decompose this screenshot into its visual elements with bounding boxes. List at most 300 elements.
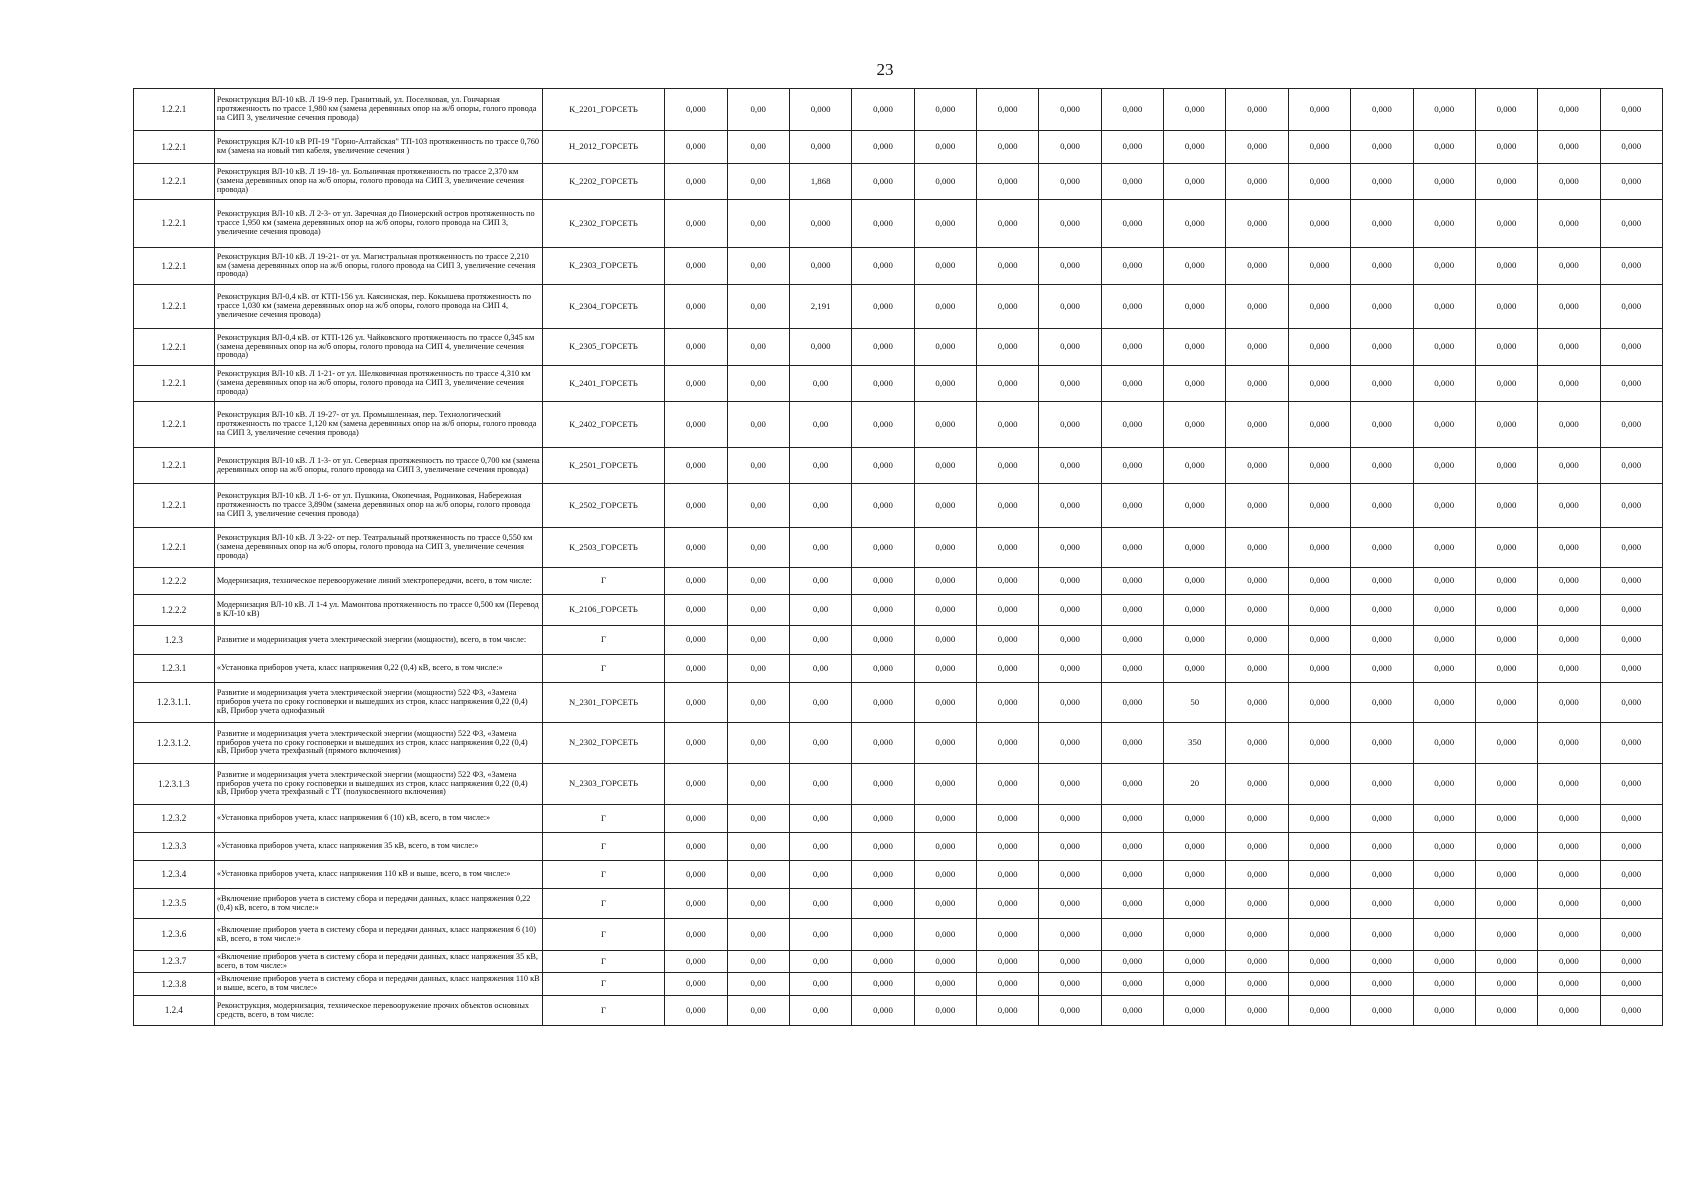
row-value: 0,000 (1039, 248, 1101, 285)
row-code: 1.2.2.1 (134, 248, 215, 285)
row-value: 0,00 (727, 448, 789, 484)
row-value: 0,000 (1101, 595, 1163, 626)
row-value: 0,000 (1288, 200, 1350, 248)
row-project-id: К_2304_ГОРСЕТЬ (542, 285, 664, 329)
row-value: 0,00 (727, 805, 789, 833)
row-value: 0,000 (1226, 805, 1288, 833)
row-project-id: Н_2012_ГОРСЕТЬ (542, 131, 664, 164)
row-value: 0,000 (1413, 366, 1475, 402)
row-value: 0,000 (1288, 919, 1350, 951)
row-value: 0,000 (1039, 131, 1101, 164)
row-value: 0,00 (727, 833, 789, 861)
row-description: Реконструкция ВЛ-10 кВ. Л 19-9 пер. Гранитный, ул. Поселковая, ул. Гончарная протяженность по трассе 1,980 км (замена деревянных опор на ж/б опоры, голого провода на СИП 3, увеличение сечения провода) (214, 89, 542, 131)
row-code: 1.2.3.3 (134, 833, 215, 861)
row-value: 0,000 (1475, 164, 1537, 200)
row-value: 0,000 (914, 164, 976, 200)
row-value: 0,000 (1039, 89, 1101, 131)
row-value: 0,000 (977, 655, 1039, 683)
row-value: 0,000 (914, 402, 976, 448)
row-value: 0,000 (665, 723, 727, 764)
row-value: 0,000 (1288, 683, 1350, 723)
row-value: 0,000 (1226, 833, 1288, 861)
row-value: 0,000 (1101, 626, 1163, 655)
row-value: 0,000 (1039, 595, 1101, 626)
row-value: 0,000 (1351, 568, 1413, 595)
row-value: 0,000 (665, 861, 727, 889)
table-row (134, 89, 1663, 131)
data-table (133, 88, 1663, 1026)
row-value: 0,00 (789, 861, 851, 889)
row-project-id: К_2201_ГОРСЕТЬ (542, 89, 664, 131)
table-row (134, 366, 1663, 402)
row-value: 0,000 (665, 973, 727, 996)
row-value: 0,000 (1351, 919, 1413, 951)
row-value: 0,000 (1538, 568, 1600, 595)
row-value: 0,00 (727, 200, 789, 248)
row-value: 0,000 (914, 951, 976, 973)
row-description: Модернизация, техническое перевооружение линий электропередачи, всего, в том числе: (214, 568, 542, 595)
row-value: 0,000 (977, 285, 1039, 329)
row-description: Развитие и модернизация учета электрической энергии (мощности) 522 ФЗ, «Замена приборов учета по сроку госповерки и вышедших из строя, класс напряжения 0,22 (0,4) кВ, Прибор учета однофазный (214, 683, 542, 723)
row-value: 0,000 (1351, 200, 1413, 248)
row-value: 0,000 (1538, 200, 1600, 248)
row-value: 0,000 (1600, 366, 1662, 402)
row-value: 0,000 (977, 996, 1039, 1026)
row-value: 0,000 (1413, 889, 1475, 919)
row-value: 0,000 (1538, 996, 1600, 1026)
row-value: 0,000 (1413, 200, 1475, 248)
row-value: 0,000 (977, 329, 1039, 366)
row-value: 0,000 (1226, 402, 1288, 448)
row-value: 0,000 (1039, 973, 1101, 996)
row-value: 0,000 (1600, 919, 1662, 951)
row-value: 0,00 (727, 683, 789, 723)
row-value: 0,000 (914, 889, 976, 919)
row-value: 0,00 (789, 805, 851, 833)
table-row (134, 448, 1663, 484)
row-value: 0,000 (789, 131, 851, 164)
row-value: 0,000 (1101, 285, 1163, 329)
row-project-id: Г (542, 655, 664, 683)
row-value: 0,000 (1475, 655, 1537, 683)
row-value: 0,000 (1475, 861, 1537, 889)
table-row (134, 889, 1663, 919)
row-value: 0,000 (1226, 996, 1288, 1026)
row-value: 0,000 (1475, 484, 1537, 528)
table-row (134, 484, 1663, 528)
row-description: Реконструкция ВЛ-0,4 кВ. от КТП-156 ул. Каясинская, пер. Кокышева протяженность по трассе 1,030 км (замена деревянных опор на ж/б опоры, голого провода на СИП 4, увеличение сечения провода) (214, 285, 542, 329)
row-value: 0,000 (1475, 329, 1537, 366)
row-value: 0,000 (914, 833, 976, 861)
row-value: 0,000 (1413, 919, 1475, 951)
row-value: 0,000 (1164, 996, 1226, 1026)
row-value: 0,000 (1538, 528, 1600, 568)
row-value: 0,000 (1288, 131, 1350, 164)
row-value: 0,000 (1101, 833, 1163, 861)
row-value: 0,00 (789, 919, 851, 951)
row-description: Развитие и модернизация учета электрической энергии (мощности) 522 ФЗ, «Замена приборов учета по сроку госповерки и вышедших из строя, класс напряжения 0,22 (0,4) кВ, Прибор учета трехфазный (прямого включения) (214, 723, 542, 764)
row-value: 0,00 (789, 833, 851, 861)
row-value: 0,000 (977, 889, 1039, 919)
row-value: 0,000 (1600, 164, 1662, 200)
row-value: 0,000 (1413, 833, 1475, 861)
row-value: 0,000 (1164, 568, 1226, 595)
row-value: 0,000 (1475, 595, 1537, 626)
row-value: 0,000 (665, 568, 727, 595)
row-value: 0,00 (727, 248, 789, 285)
row-value: 0,000 (1101, 764, 1163, 805)
row-value: 0,000 (1101, 568, 1163, 595)
row-value: 0,000 (977, 131, 1039, 164)
row-value: 0,000 (1538, 164, 1600, 200)
row-value: 0,000 (1039, 764, 1101, 805)
row-value: 0,000 (1039, 683, 1101, 723)
row-value: 0,000 (1413, 805, 1475, 833)
row-value: 0,000 (1538, 951, 1600, 973)
row-value: 0,000 (914, 568, 976, 595)
row-project-id: Г (542, 951, 664, 973)
row-value: 0,000 (789, 248, 851, 285)
row-value: 0,000 (852, 285, 914, 329)
row-code: 1.2.3 (134, 626, 215, 655)
row-value: 0,000 (665, 448, 727, 484)
row-value: 0,000 (914, 626, 976, 655)
row-value: 0,00 (789, 683, 851, 723)
row-value: 0,00 (727, 329, 789, 366)
row-value: 2,191 (789, 285, 851, 329)
row-value: 0,00 (727, 164, 789, 200)
row-description: «Установка приборов учета, класс напряжения 110 кВ и выше, всего, в том числе:» (214, 861, 542, 889)
row-code: 1.2.2.1 (134, 131, 215, 164)
row-value: 0,000 (914, 448, 976, 484)
table-row (134, 528, 1663, 568)
row-value: 0,000 (1039, 861, 1101, 889)
row-value: 0,00 (727, 285, 789, 329)
row-description: Реконструкция ВЛ-10 кВ. Л 1-21- от ул. Шелковичная протяженность по трассе 4,310 км (замена деревянных опор на ж/б опоры, голого провода на СИП 3, увеличение сечения провода) (214, 366, 542, 402)
row-value: 0,000 (1164, 402, 1226, 448)
row-value: 0,000 (977, 448, 1039, 484)
row-value: 0,000 (914, 528, 976, 568)
row-value: 0,000 (1164, 805, 1226, 833)
row-value: 0,000 (1288, 402, 1350, 448)
row-value: 0,000 (1413, 973, 1475, 996)
row-project-id: Г (542, 919, 664, 951)
row-value: 0,000 (1600, 528, 1662, 568)
table-row (134, 861, 1663, 889)
row-value: 0,000 (1538, 683, 1600, 723)
row-value: 20 (1164, 764, 1226, 805)
row-value: 0,000 (1351, 595, 1413, 626)
row-value: 0,000 (852, 528, 914, 568)
row-value: 0,000 (1101, 655, 1163, 683)
row-project-id: Г (542, 889, 664, 919)
row-value: 0,00 (727, 595, 789, 626)
row-value: 0,000 (1039, 833, 1101, 861)
row-value: 0,000 (1413, 131, 1475, 164)
row-project-id: К_2503_ГОРСЕТЬ (542, 528, 664, 568)
row-value: 0,000 (1600, 595, 1662, 626)
row-value: 0,000 (1600, 973, 1662, 996)
row-value: 0,000 (1600, 200, 1662, 248)
row-value: 0,000 (1288, 805, 1350, 833)
row-value: 0,000 (1351, 248, 1413, 285)
row-value: 0,000 (1039, 568, 1101, 595)
row-value: 0,000 (1538, 484, 1600, 528)
row-value: 0,000 (1538, 889, 1600, 919)
row-value: 0,000 (1538, 833, 1600, 861)
row-description: «Включение приборов учета в систему сбора и передачи данных, класс напряжения 0,22 (0,4) кВ, всего, в том числе:» (214, 889, 542, 919)
row-value: 0,000 (1039, 626, 1101, 655)
row-value: 0,000 (1288, 329, 1350, 366)
row-value: 0,000 (1600, 861, 1662, 889)
investment-program-table (133, 88, 1663, 1026)
row-description: Реконструкция ВЛ-10 кВ. Л 19-27- от ул. Промышленная, пер. Технологический протяженность по трассе 1,120 км (замена деревянных опор на ж/б опоры, голого провода на СИП 3, увеличение сечения провода) (214, 402, 542, 448)
row-value: 0,00 (727, 131, 789, 164)
row-value: 0,000 (1413, 655, 1475, 683)
row-value: 0,000 (1413, 683, 1475, 723)
row-value: 0,000 (977, 805, 1039, 833)
row-value: 0,000 (1475, 973, 1537, 996)
row-value: 0,000 (665, 626, 727, 655)
row-value: 0,000 (1351, 131, 1413, 164)
row-project-id: К_2501_ГОРСЕТЬ (542, 448, 664, 484)
row-value: 0,00 (727, 366, 789, 402)
row-value: 0,000 (1600, 626, 1662, 655)
row-value: 0,000 (852, 484, 914, 528)
row-value: 0,000 (1164, 448, 1226, 484)
row-description: Реконструкция ВЛ-10 кВ. Л 2-3- от ул. Заречная до Пионерский остров протяженность по трассе 1,950 км (замена деревянных опор на ж/б опоры, голого провода на СИП 3, увеличение сечения провода) (214, 200, 542, 248)
row-value: 0,000 (1226, 329, 1288, 366)
row-value: 0,000 (977, 626, 1039, 655)
row-value: 0,000 (1101, 200, 1163, 248)
row-code: 1.2.3.1.2. (134, 723, 215, 764)
row-value: 0,000 (665, 164, 727, 200)
row-value: 0,000 (1351, 655, 1413, 683)
row-value: 0,000 (977, 200, 1039, 248)
row-value: 0,00 (727, 528, 789, 568)
row-code: 1.2.3.7 (134, 951, 215, 973)
row-value: 0,000 (1475, 764, 1537, 805)
row-value: 1,868 (789, 164, 851, 200)
row-value: 0,000 (852, 973, 914, 996)
row-project-id: Г (542, 626, 664, 655)
row-code: 1.2.3.1 (134, 655, 215, 683)
row-value: 0,000 (1039, 448, 1101, 484)
row-value: 0,00 (727, 568, 789, 595)
row-value: 0,000 (1600, 402, 1662, 448)
row-description: «Включение приборов учета в систему сбора и передачи данных, класс напряжения 110 кВ и выше, всего, в том числе:» (214, 973, 542, 996)
row-description: «Включение приборов учета в систему сбора и передачи данных, класс напряжения 6 (10) кВ, всего, в том числе:» (214, 919, 542, 951)
row-value: 0,00 (789, 973, 851, 996)
row-code: 1.2.2.1 (134, 285, 215, 329)
table-row (134, 568, 1663, 595)
row-value: 0,00 (727, 484, 789, 528)
row-value: 0,000 (1475, 626, 1537, 655)
row-value: 0,000 (665, 683, 727, 723)
row-value: 0,000 (665, 764, 727, 805)
row-value: 0,00 (789, 764, 851, 805)
row-code: 1.2.3.4 (134, 861, 215, 889)
row-value: 0,000 (665, 329, 727, 366)
row-project-id: N_2303_ГОРСЕТЬ (542, 764, 664, 805)
row-value: 0,000 (1039, 528, 1101, 568)
row-description: Реконструкция, модернизация, техническое перевооружение прочих объектов основных средств, всего, в том числе: (214, 996, 542, 1026)
row-value: 0,000 (1226, 861, 1288, 889)
row-value: 0,000 (1101, 402, 1163, 448)
row-value: 0,000 (665, 996, 727, 1026)
row-value: 0,000 (1475, 951, 1537, 973)
row-value: 0,000 (1600, 951, 1662, 973)
table-row (134, 996, 1663, 1026)
row-value: 0,000 (1600, 448, 1662, 484)
row-value: 0,000 (665, 595, 727, 626)
row-value: 0,000 (977, 951, 1039, 973)
row-value: 0,000 (1164, 329, 1226, 366)
row-code: 1.2.2.1 (134, 89, 215, 131)
row-value: 0,000 (1351, 484, 1413, 528)
row-value: 0,00 (789, 484, 851, 528)
row-value: 0,000 (1538, 329, 1600, 366)
row-description: «Установка приборов учета, класс напряжения 35 кВ, всего, в том числе:» (214, 833, 542, 861)
row-value: 0,00 (789, 951, 851, 973)
row-value: 0,00 (789, 996, 851, 1026)
row-value: 0,000 (1164, 973, 1226, 996)
row-value: 0,000 (1351, 833, 1413, 861)
row-value: 0,000 (977, 568, 1039, 595)
row-value: 0,000 (665, 248, 727, 285)
table-row (134, 285, 1663, 329)
row-code: 1.2.2.1 (134, 484, 215, 528)
row-value: 0,000 (1538, 248, 1600, 285)
row-value: 0,000 (1101, 919, 1163, 951)
row-value: 0,000 (1101, 484, 1163, 528)
table-row (134, 200, 1663, 248)
row-value: 0,000 (1475, 200, 1537, 248)
row-value: 0,000 (1538, 861, 1600, 889)
row-value: 0,000 (1413, 528, 1475, 568)
row-value: 0,000 (1538, 131, 1600, 164)
row-value: 0,000 (1288, 889, 1350, 919)
row-value: 0,000 (665, 200, 727, 248)
row-value: 0,000 (914, 484, 976, 528)
row-value: 0,000 (1538, 448, 1600, 484)
row-value: 0,000 (1413, 951, 1475, 973)
row-value: 0,000 (1039, 723, 1101, 764)
row-value: 0,000 (1101, 861, 1163, 889)
row-value: 0,000 (852, 248, 914, 285)
row-value: 0,000 (1351, 764, 1413, 805)
row-value: 0,000 (1413, 285, 1475, 329)
table-row (134, 951, 1663, 973)
row-value: 0,00 (789, 528, 851, 568)
row-project-id: К_2106_ГОРСЕТЬ (542, 595, 664, 626)
row-value: 0,00 (727, 626, 789, 655)
row-value: 0,000 (1288, 973, 1350, 996)
row-value: 0,000 (1413, 723, 1475, 764)
row-value: 0,000 (1600, 89, 1662, 131)
row-value: 0,000 (1351, 285, 1413, 329)
row-value: 0,000 (852, 366, 914, 402)
row-value: 0,000 (1226, 131, 1288, 164)
row-value: 0,00 (727, 951, 789, 973)
row-value: 0,000 (914, 285, 976, 329)
row-value: 0,000 (1413, 248, 1475, 285)
row-value: 0,000 (1600, 484, 1662, 528)
row-value: 0,000 (852, 329, 914, 366)
row-value: 0,000 (1600, 248, 1662, 285)
row-project-id: К_2502_ГОРСЕТЬ (542, 484, 664, 528)
row-value: 0,000 (1164, 861, 1226, 889)
row-value: 0,000 (1226, 200, 1288, 248)
row-value: 0,000 (1288, 951, 1350, 973)
row-value: 0,000 (1475, 366, 1537, 402)
row-value: 0,000 (1600, 655, 1662, 683)
row-value: 0,00 (727, 402, 789, 448)
row-value: 0,000 (852, 861, 914, 889)
row-value: 0,000 (665, 402, 727, 448)
row-value: 0,000 (1288, 484, 1350, 528)
row-value: 50 (1164, 683, 1226, 723)
row-value: 0,000 (1413, 89, 1475, 131)
row-code: 1.2.2.1 (134, 329, 215, 366)
row-value: 0,000 (1413, 448, 1475, 484)
row-value: 0,000 (1475, 402, 1537, 448)
row-value: 0,000 (1226, 484, 1288, 528)
row-code: 1.2.3.8 (134, 973, 215, 996)
row-value: 0,000 (789, 329, 851, 366)
row-value: 0,000 (977, 833, 1039, 861)
row-value: 0,00 (727, 973, 789, 996)
table-row (134, 329, 1663, 366)
row-value: 0,000 (977, 89, 1039, 131)
row-value: 0,00 (727, 723, 789, 764)
row-value: 0,000 (852, 448, 914, 484)
row-value: 0,000 (914, 89, 976, 131)
row-value: 0,000 (1101, 889, 1163, 919)
row-code: 1.2.4 (134, 996, 215, 1026)
row-value: 0,000 (852, 764, 914, 805)
row-project-id: К_2302_ГОРСЕТЬ (542, 200, 664, 248)
row-value: 0,000 (1351, 329, 1413, 366)
row-value: 0,000 (1351, 402, 1413, 448)
row-value: 0,000 (1226, 89, 1288, 131)
row-value: 0,000 (1413, 329, 1475, 366)
row-value: 0,000 (914, 919, 976, 951)
row-value: 0,00 (789, 626, 851, 655)
row-value: 0,000 (1413, 595, 1475, 626)
row-value: 0,000 (1475, 996, 1537, 1026)
row-value: 0,000 (1226, 951, 1288, 973)
row-value: 0,00 (727, 764, 789, 805)
row-value: 0,000 (1288, 833, 1350, 861)
row-value: 0,000 (1226, 285, 1288, 329)
row-code: 1.2.3.2 (134, 805, 215, 833)
row-value: 0,000 (1413, 626, 1475, 655)
row-value: 0,00 (789, 723, 851, 764)
row-value: 0,000 (1226, 248, 1288, 285)
row-code: 1.2.2.2 (134, 568, 215, 595)
row-value: 0,000 (977, 402, 1039, 448)
row-value: 0,000 (977, 366, 1039, 402)
row-project-id: К_2202_ГОРСЕТЬ (542, 164, 664, 200)
row-value: 0,000 (1226, 528, 1288, 568)
row-value: 0,000 (1351, 89, 1413, 131)
row-value: 0,000 (977, 861, 1039, 889)
row-value: 0,000 (1226, 683, 1288, 723)
row-value: 0,000 (1164, 164, 1226, 200)
row-value: 0,000 (1538, 655, 1600, 683)
row-value: 0,000 (1351, 951, 1413, 973)
